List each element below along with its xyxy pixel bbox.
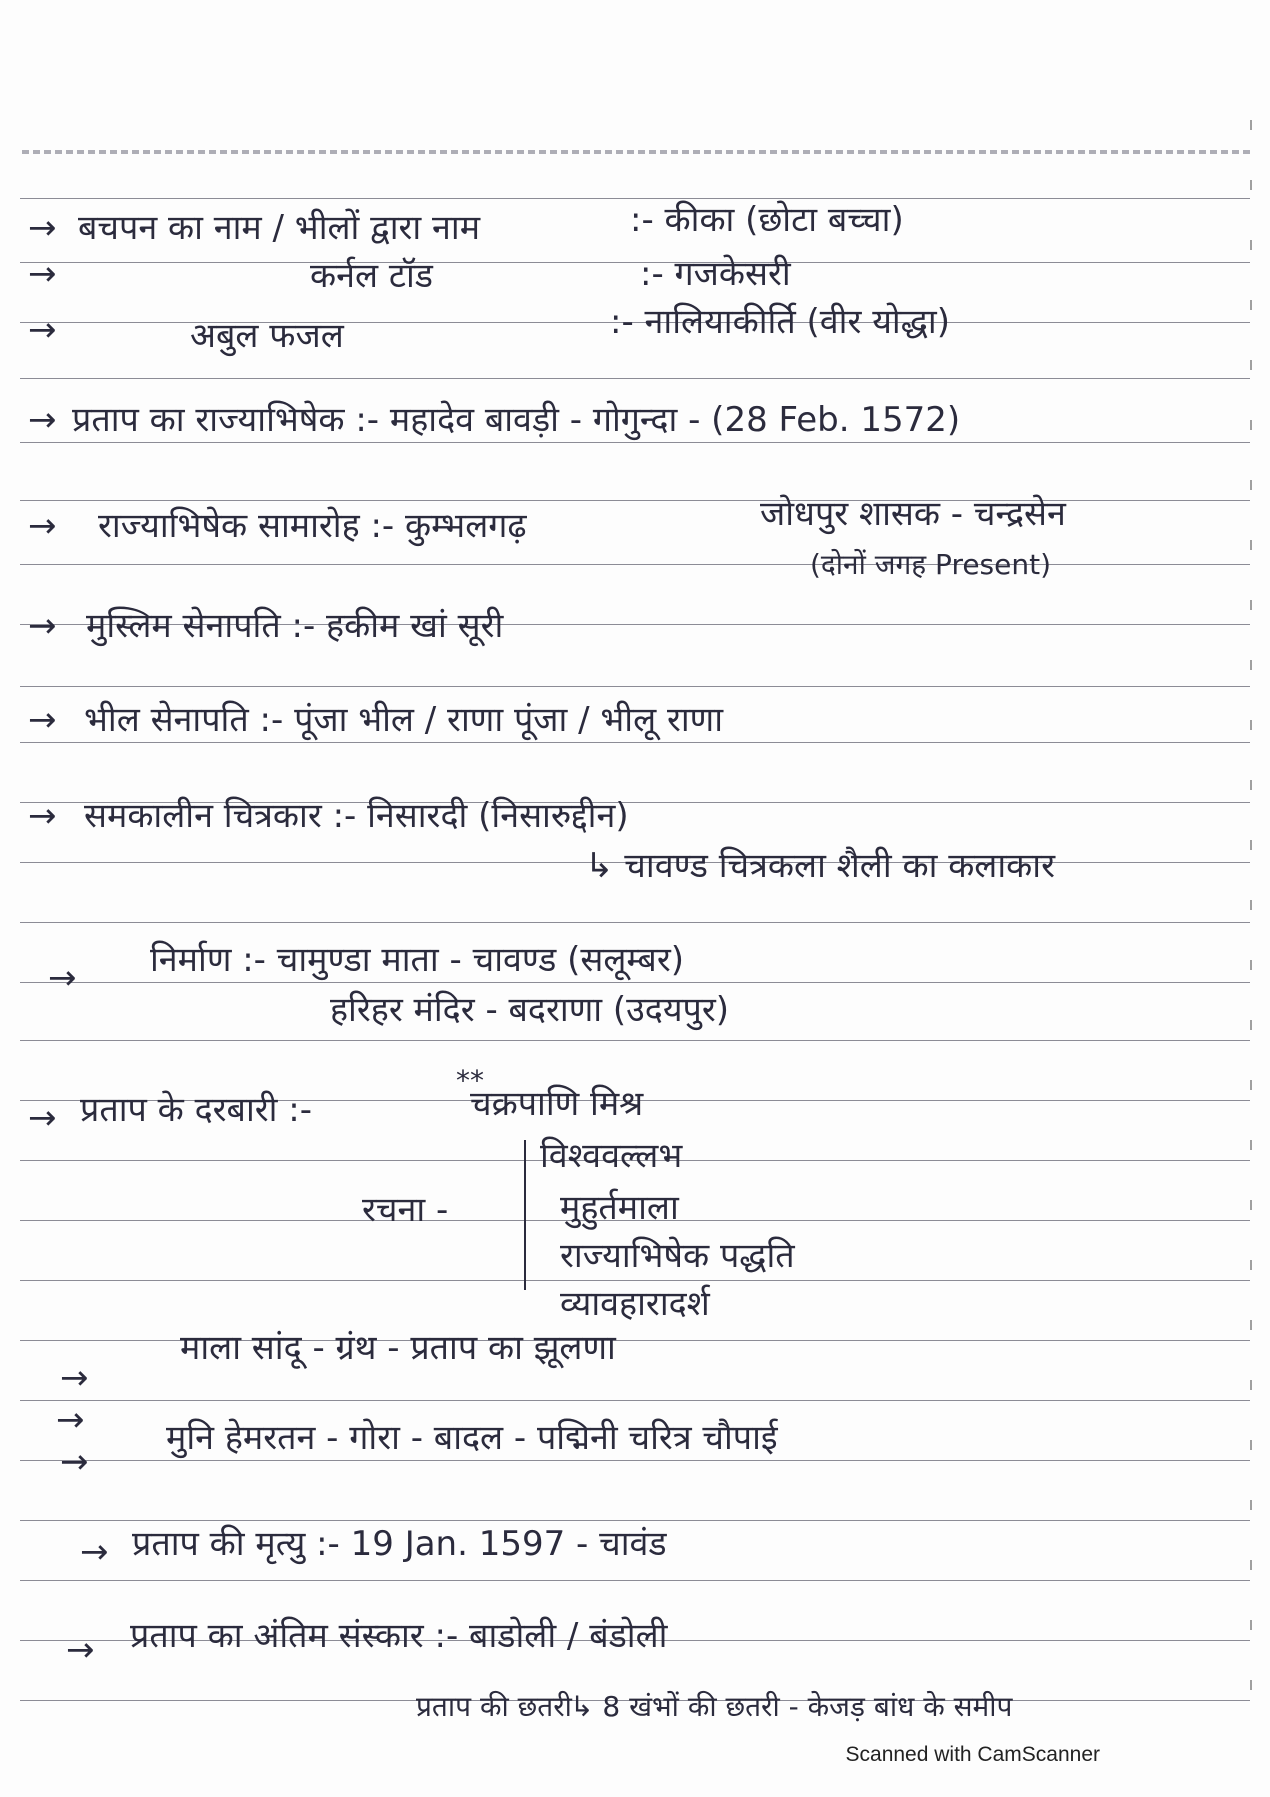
bullet-arrow: → <box>80 1532 109 1572</box>
ruled-line <box>20 442 1250 443</box>
bullet-arrow: → <box>28 700 57 740</box>
contemporary-painter: समकालीन चित्रकार :- निसारदी (निसारुद्दीन) <box>84 796 629 836</box>
camscanner-footer: Scanned with CamScanner <box>845 1743 1100 1766</box>
childhood-name-label: बचपन का नाम / भीलों द्वारा नाम <box>78 208 481 248</box>
bullet-arrow: → <box>28 400 57 440</box>
chavand-painting-style: ↳ चावण्ड चित्रकला शैली का कलाकार <box>585 846 1055 886</box>
ruled-line <box>20 1040 1250 1041</box>
bullet-arrow: → <box>28 1098 57 1138</box>
ruled-line <box>20 378 1250 379</box>
ruled-line <box>20 1460 1250 1461</box>
bullet-arrow: → <box>28 506 57 546</box>
ruled-line <box>20 742 1250 743</box>
ruled-line <box>20 198 1250 199</box>
both-places-note: (दोनों जगह Present) <box>810 548 1052 581</box>
right-margin-marks <box>1250 120 1252 1720</box>
pratap-chhatri-label: प्रताप की छतरी <box>416 1690 572 1723</box>
star-mark: ** <box>456 1064 484 1097</box>
bullet-arrow: → <box>28 254 57 294</box>
jodhpur-ruler: जोधपुर शासक - चन्द्रसेन <box>760 494 1066 534</box>
rachna-bracket-line <box>524 1140 526 1290</box>
top-dashed-rule <box>22 150 1250 154</box>
muslim-general: मुस्लिम सेनापति :- हकीम खां सूरी <box>86 606 504 646</box>
bullet-arrow: → <box>28 606 57 646</box>
ruled-line <box>20 982 1250 983</box>
colonel-tod-value: :- गजकेसरी <box>640 254 791 294</box>
rachna-item: मुहुर्तमाला <box>560 1188 679 1228</box>
construction-chamunda: निर्माण :- चामुण्डा माता - चावण्ड (सलूम्बर) <box>150 940 685 980</box>
mala-sandu: माला सांदू - ग्रंथ - प्रताप का झूलणा <box>180 1328 616 1368</box>
ruled-line <box>20 1400 1250 1401</box>
pratap-death: प्रताप की मृत्यु :- 19 Jan. 1597 - चावंड <box>132 1524 667 1564</box>
ruled-line <box>20 1280 1250 1281</box>
bullet-arrow: → <box>60 1442 89 1482</box>
chakrapani-mishra: चक्रपाणि मिश्र <box>470 1084 644 1124</box>
bhil-general: भील सेनापति :- पूंजा भील / राणा पूंजा / भीलू राणा <box>84 700 724 740</box>
ruled-line <box>20 564 1250 565</box>
muni-hemratan: मुनि हेमरतन - गोरा - बादल - पद्मिनी चरित्र चौपाई <box>166 1418 778 1458</box>
bullet-arrow: → <box>28 208 57 248</box>
courtiers-label: प्रताप के दरबारी :- <box>80 1090 312 1130</box>
construction-harihar: हरिहर मंदिर - बदराणा (उदयपुर) <box>330 990 730 1030</box>
abul-fazal-value: :- नालियाकीर्ति (वीर योद्धा) <box>610 302 950 342</box>
bullet-arrow: → <box>60 1358 89 1398</box>
rachna-label: रचना - <box>362 1190 449 1230</box>
ruled-line <box>20 1520 1250 1521</box>
bullet-arrow: → <box>28 796 57 836</box>
ruled-line <box>20 262 1250 263</box>
eight-pillar-chhatri: ↳ 8 खंभों की छतरी - केजड़ बांध के समीप <box>570 1690 1013 1723</box>
ruled-line <box>20 1580 1250 1581</box>
ruled-line <box>20 686 1250 687</box>
childhood-name-value: :- कीका (छोटा बच्चा) <box>630 200 904 240</box>
abul-fazal-label: अबुल फजल <box>190 316 344 356</box>
coronation-line: प्रताप का राज्याभिषेक :- महादेव बावड़ी - गोगुन्दा - (28 Feb. 1572) <box>72 400 961 440</box>
colonel-tod-label: कर्नल टॉड <box>310 256 433 296</box>
rachna-item: व्यावहारादर्श <box>560 1284 710 1324</box>
last-rites: प्रताप का अंतिम संस्कार :- बाडोली / बंडोली <box>130 1616 668 1656</box>
bullet-arrow: → <box>66 1630 95 1670</box>
coronation-ceremony: राज्याभिषेक सामारोह :- कुम्भलगढ़ <box>98 506 527 546</box>
bullet-arrow: → <box>28 310 57 350</box>
rachna-item: राज्याभिषेक पद्धति <box>560 1236 795 1276</box>
bullet-arrow: → <box>56 1400 85 1440</box>
bullet-arrow: → <box>48 958 77 998</box>
ruled-line <box>20 922 1250 923</box>
rachna-item: विश्ववल्लभ <box>540 1136 683 1176</box>
